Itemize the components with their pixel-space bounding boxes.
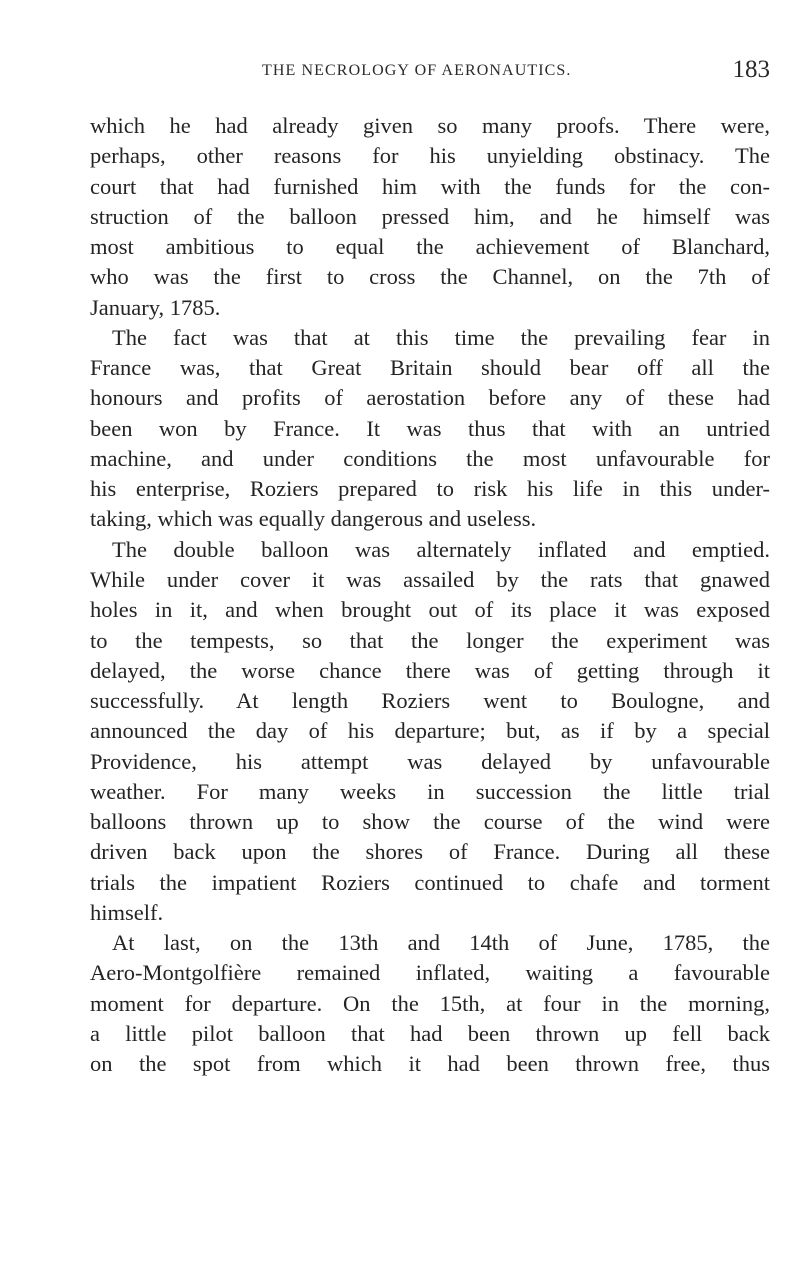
running-head bbox=[90, 58, 770, 98]
text-line: machine, and under conditions the most unfavourable for bbox=[90, 445, 770, 471]
text-line: While under cover it was assailed by the rats that gnawed bbox=[90, 566, 770, 592]
text-line: a little pilot balloon that had been thrown up fell back bbox=[90, 1020, 770, 1046]
text-line: struction of the balloon pressed him, and he himself was bbox=[90, 203, 770, 229]
text-line: January, 1785. bbox=[90, 294, 221, 320]
text-line: trials the impatient Roziers continued to chafe and torment bbox=[90, 869, 770, 895]
text-line: delayed, the worse chance there was of getting through it bbox=[90, 657, 770, 683]
text-line: most ambitious to equal the achievement of Blanchard, bbox=[90, 234, 770, 260]
text-line: his enterprise, Roziers prepared to risk his life in this under- bbox=[90, 476, 770, 502]
text-line: balloons thrown up to show the course of the wind were bbox=[90, 809, 770, 835]
text-line: France was, that Great Britain should bear off all the bbox=[90, 355, 770, 381]
text-line: Providence, his attempt was delayed by unfavourable bbox=[90, 748, 770, 774]
text-line: himself. bbox=[90, 899, 164, 925]
text-line: to the tempests, so that the longer the experiment was bbox=[90, 627, 770, 653]
page-number: 183 bbox=[732, 56, 770, 83]
paragraph-first-line: At last, on the 13th and 14th of June, 1785, the bbox=[112, 930, 770, 956]
text-line: driven back upon the shores of France. During all these bbox=[90, 839, 770, 865]
text-line: moment for departure. On the 15th, at four in the morning, bbox=[90, 990, 770, 1016]
text-line: which he had already given so many proofs. There were, bbox=[90, 113, 770, 138]
text-line: holes in it, and when brought out of its place it was exposed bbox=[90, 597, 770, 623]
text-line: announced the day of his departure; but, as if by a special bbox=[90, 718, 770, 744]
text-line: honours and profits of aerostation before any of these had bbox=[90, 385, 770, 411]
paragraph-first-line: The double balloon was alternately inflated and emptied. bbox=[112, 536, 770, 562]
paragraph-first-line: The fact was that at this time the prevailing fear in bbox=[112, 324, 770, 350]
text-line: successfully. At length Roziers went to Boulogne, and bbox=[90, 688, 770, 714]
text-line: who was the first to cross the Channel, on the 7th of bbox=[90, 264, 770, 290]
running-title: THE NECROLOGY OF AERONAUTICS. bbox=[262, 62, 572, 79]
text-line: Aero-Montgolfière remained inflated, waiting a favourable bbox=[90, 960, 770, 986]
text-line: perhaps, other reasons for his unyielding obstinacy. The bbox=[90, 143, 770, 169]
text-line: been won by France. It was thus that with an untried bbox=[90, 415, 770, 441]
text-line: weather. For many weeks in succession the little trial bbox=[90, 778, 770, 804]
text-line: taking, which was equally dangerous and useless. bbox=[90, 506, 537, 532]
text-line: court that had furnished him with the funds for the con- bbox=[90, 173, 770, 199]
body-text bbox=[90, 111, 770, 1080]
text-line: on the spot from which it had been thrown free, thus bbox=[90, 1051, 770, 1077]
